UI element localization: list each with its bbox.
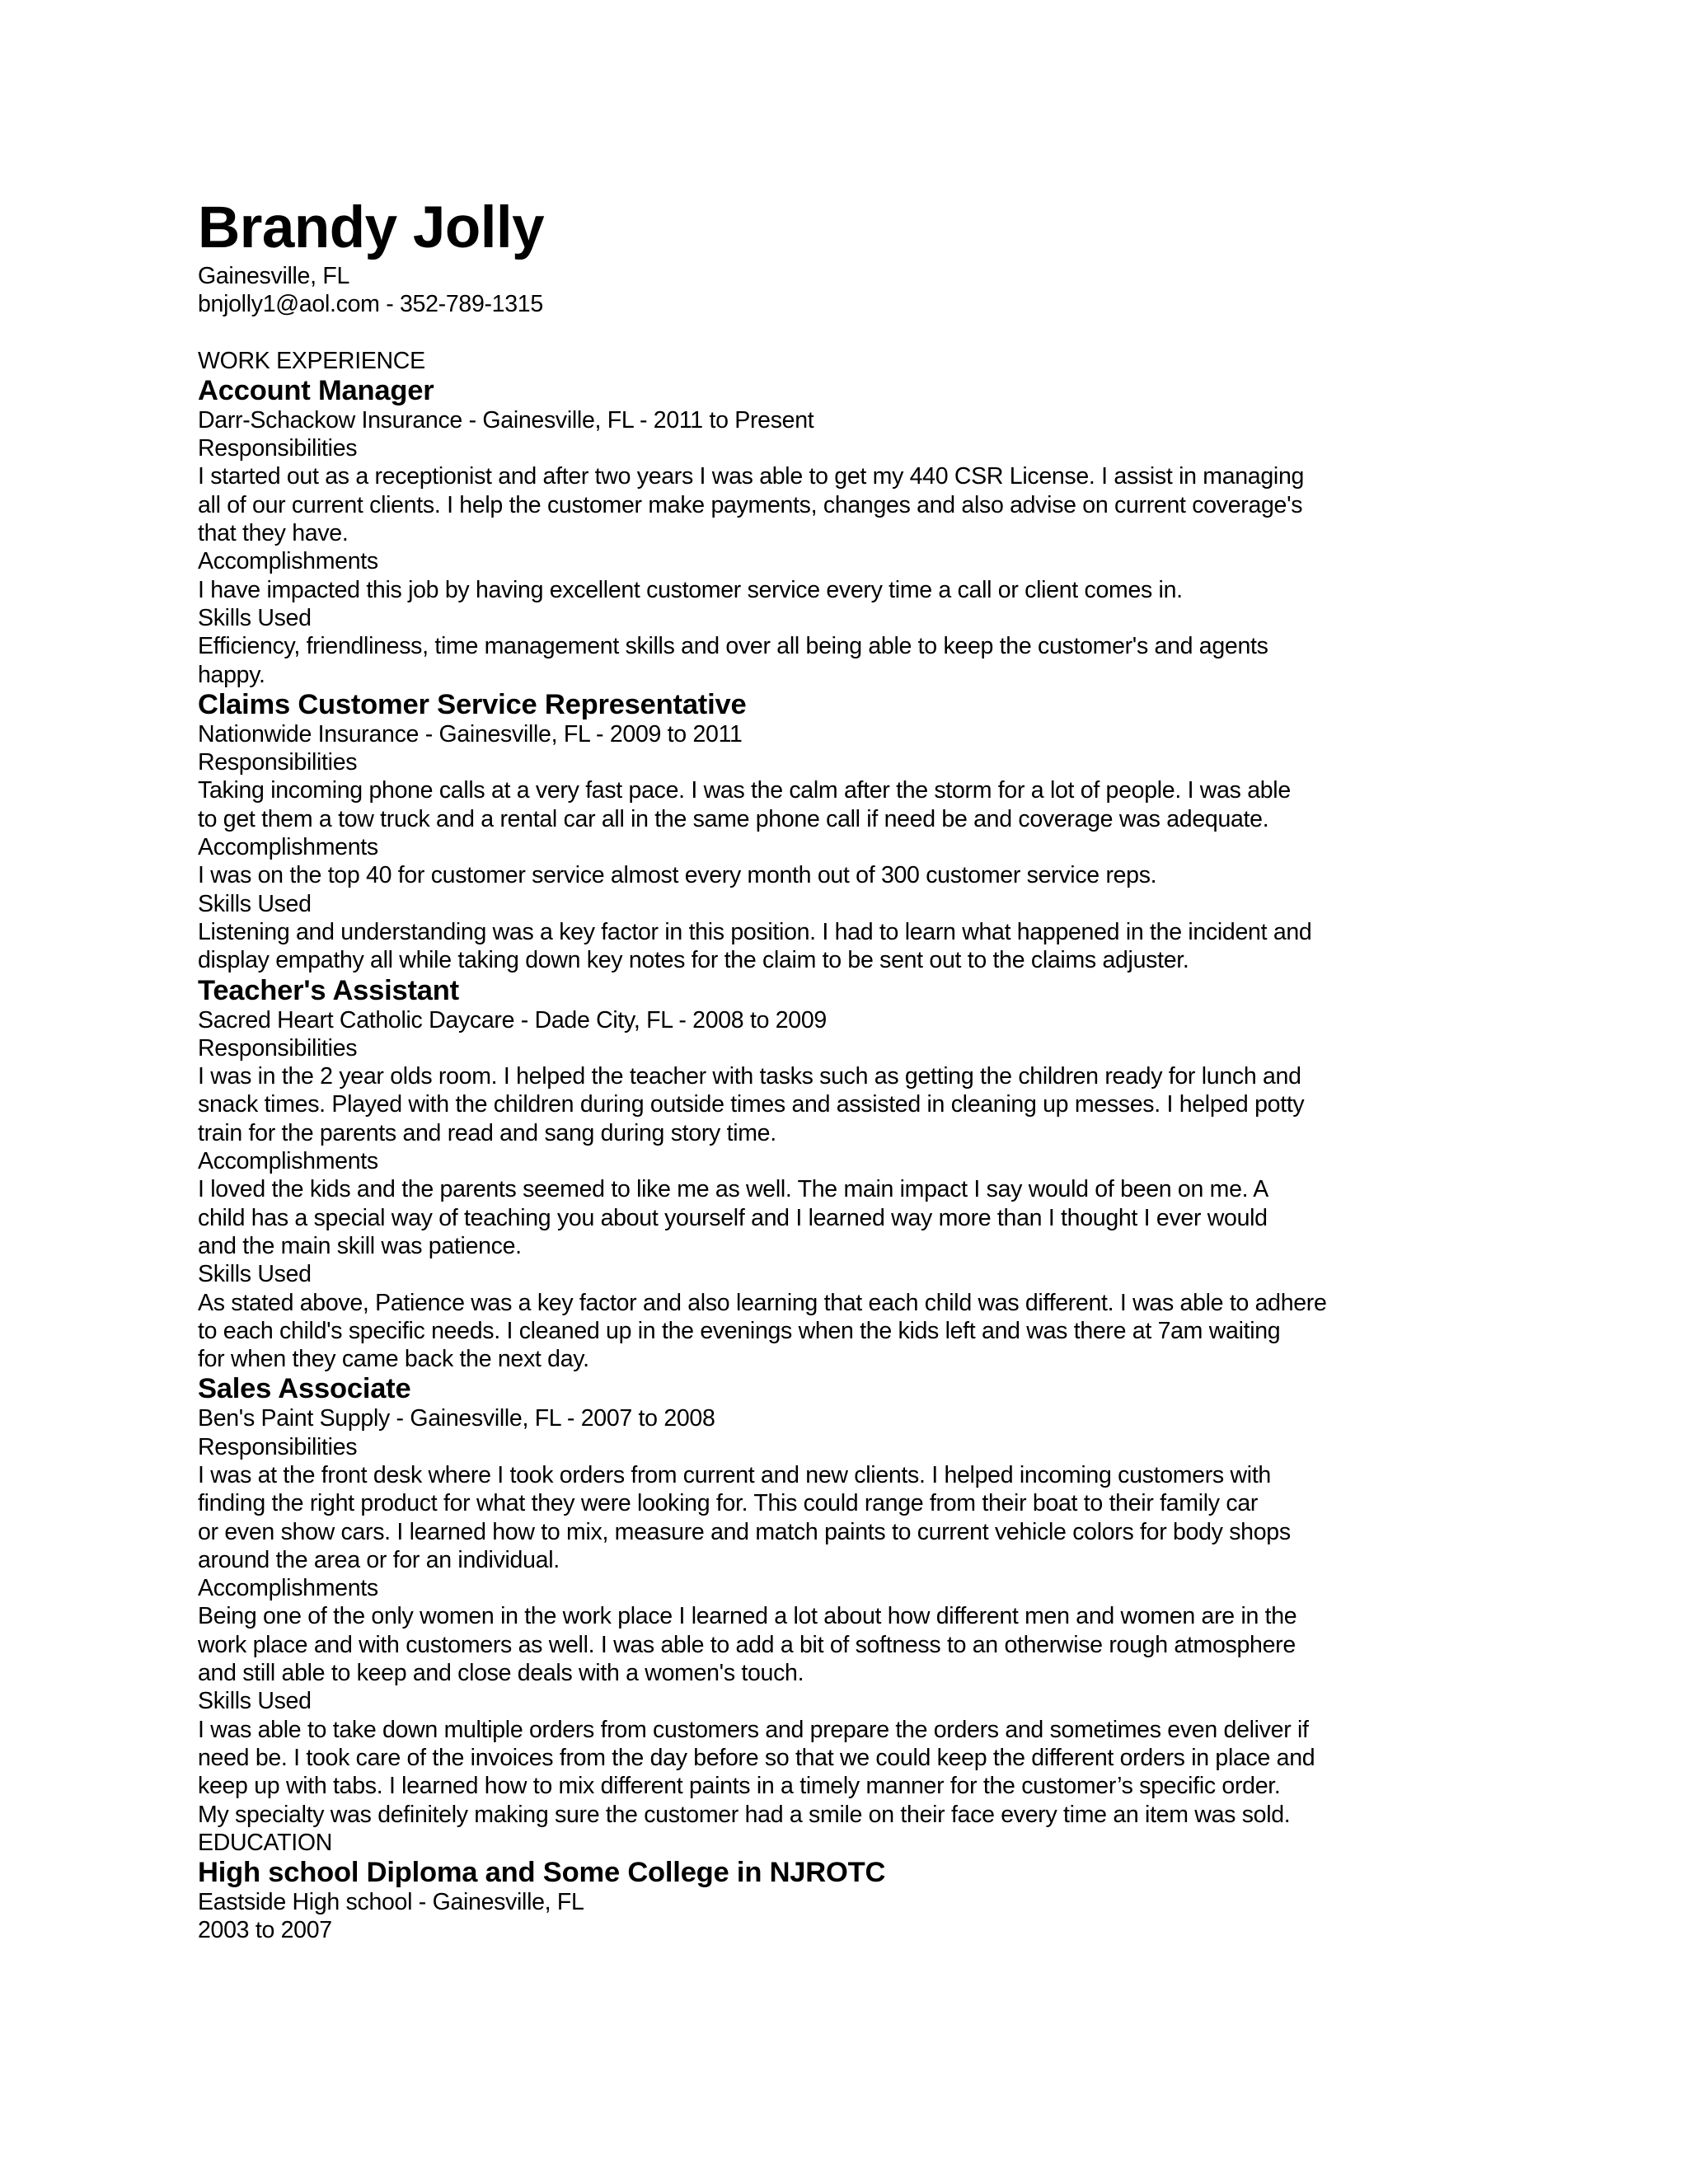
job-entry [198,1373,1484,1828]
job-title: Account Manager [198,374,434,406]
education-entry [198,1857,1484,1945]
job-entry [198,689,1484,975]
accomplishments-line: and the main skill was patience. [198,1232,522,1259]
job-title: Sales Associate [198,1373,411,1405]
job-entry [198,375,1484,689]
responsibilities-line: I was in the 2 year olds room. I helped the teacher with tasks such as getting the children ready for lunch and [198,1063,1301,1090]
accomplishments-line: I loved the kids and the parents seemed to like me as well. The main impact I say would of been on me. A [198,1176,1268,1203]
job-title: Teacher's Assistant [198,974,459,1006]
job-company: Sacred Heart Catholic Daycare - Dade City, FL - 2008 to 2009 [198,1006,827,1033]
accomplishments-line: work place and with customers as well. I was able to add a bit of softness to an otherwise rough atmosphere [198,1631,1296,1658]
skills-line: As stated above, Patience was a key factor and also learning that each child was different. I was able to adhere [198,1289,1327,1316]
skills-line: happy. [198,661,265,688]
skills-label: Skills Used [198,890,312,917]
degree-title: High school Diploma and Some College in NJROTC [198,1857,886,1889]
candidate-contact: bnjolly1@aol.com - 352-789-1315 [198,291,543,318]
responsibilities-label: Responsibilities [198,749,358,776]
skills-label: Skills Used [198,1261,312,1288]
accomplishments-line: and still able to keep and close deals with a women's touch. [198,1660,804,1687]
job-company: Ben's Paint Supply - Gainesville, FL - 2007 to 2008 [198,1405,715,1432]
education-heading: EDUCATION [198,1829,333,1856]
responsibilities-label: Responsibilities [198,1034,358,1062]
responsibilities-line: train for the parents and read and sang during story time. [198,1119,776,1146]
spacer [198,319,1484,347]
responsibilities-line: around the area or for an individual. [198,1546,560,1573]
responsibilities-line: Taking incoming phone calls at a very fast pace. I was the calm after the storm for a lot of people. I was able [198,777,1291,804]
skills-label: Skills Used [198,1688,312,1715]
work-experience-heading: WORK EXPERIENCE [198,347,425,374]
accomplishments-line: I was on the top 40 for customer service almost every month out of 300 customer service reps. [198,862,1157,889]
job-company: Nationwide Insurance - Gainesville, FL - 2009 to 2011 [198,720,743,748]
responsibilities-line: I was at the front desk where I took orders from current and new clients. I helped incoming customers with [198,1461,1271,1488]
responsibilities-line: I started out as a receptionist and after two years I was able to get my 440 CSR License. I assist in managing [198,463,1305,490]
responsibilities-line: or even show cars. I learned how to mix, measure and match paints to current vehicle colors for body shops [198,1518,1291,1545]
job-company: Darr-Schackow Insurance - Gainesville, FL - 2011 to Present [198,406,814,434]
responsibilities-label: Responsibilities [198,1433,358,1460]
skills-line: keep up with tabs. I learned how to mix different paints in a timely manner for the customer’s specific order. [198,1773,1281,1800]
school-years: 2003 to 2007 [198,1917,332,1944]
skills-line: Listening and understanding was a key factor in this position. I had to learn what happened in the incident and [198,918,1312,945]
accomplishments-line: Being one of the only women in the work place I learned a lot about how different men and women are in the [198,1603,1297,1630]
accomplishments-line: child has a special way of teaching you about yourself and I learned way more than I thought I ever would [198,1204,1268,1231]
accomplishments-label: Accomplishments [198,1575,378,1602]
school-name: Eastside High school - Gainesville, FL [198,1889,584,1916]
skills-line: need be. I took care of the invoices from the day before so that we could keep the different orders in place and [198,1744,1315,1771]
job-entry [198,975,1484,1374]
skills-line: I was able to take down multiple orders from customers and prepare the orders and sometimes even deliver if [198,1716,1309,1743]
responsibilities-line: to get them a tow truck and a rental car all in the same phone call if need be and coverage was adequate. [198,805,1269,832]
responsibilities-line: snack times. Played with the children during outside times and assisted in cleaning up messes. I helped potty [198,1091,1305,1118]
skills-line: for when they came back the next day. [198,1346,589,1373]
skills-line: to each child's specific needs. I cleaned up in the evenings when the kids left and was there at 7am waiting [198,1317,1281,1344]
candidate-location: Gainesville, FL [198,263,349,289]
skills-line: display empathy all while taking down key notes for the claim to be sent out to the claims adjuster. [198,947,1189,974]
accomplishments-label: Accomplishments [198,834,378,861]
job-title: Claims Customer Service Representative [198,688,747,720]
skills-line: My specialty was definitely making sure the customer had a smile on their face every time an item was sold. [198,1801,1291,1828]
accomplishments-label: Accomplishments [198,1148,378,1175]
responsibilities-line: finding the right product for what they were looking for. This could range from their boat to their family car [198,1490,1259,1517]
responsibilities-label: Responsibilities [198,435,358,462]
accomplishments-line: I have impacted this job by having excellent customer service every time a call or client comes in. [198,576,1183,603]
resume-content [198,194,1484,1945]
skills-line: Efficiency, friendliness, time management skills and over all being able to keep the customer's and agents [198,633,1268,660]
responsibilities-line: all of our current clients. I help the customer make payments, changes and also advise on current coverage's [198,491,1303,518]
responsibilities-line: that they have. [198,520,349,547]
skills-label: Skills Used [198,604,312,631]
candidate-name: Brandy Jolly [198,195,545,260]
accomplishments-label: Accomplishments [198,548,378,575]
